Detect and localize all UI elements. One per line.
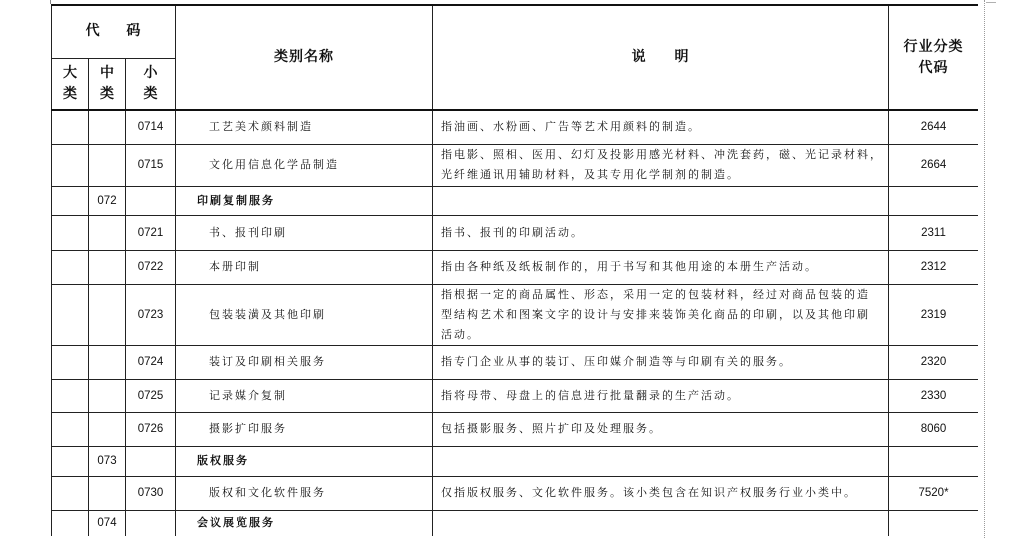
cell-description (433, 510, 889, 536)
cell-major (52, 144, 89, 186)
cell-industry-code: 2311 (889, 215, 978, 250)
group-row (52, 186, 979, 215)
crop-mark-right (986, 2, 996, 9)
page-margin-guide (984, 0, 985, 538)
cell-major (52, 186, 89, 215)
cell-major (52, 250, 89, 284)
cell-category-name: 包装装潢及其他印刷 (176, 284, 433, 345)
header-minor-label: 小类 (143, 64, 158, 102)
cell-medium (89, 476, 126, 510)
classification-table-sheet (51, 4, 978, 537)
cell-minor: 0725 (126, 379, 176, 412)
description-line: 活动。 (441, 327, 481, 341)
cell-description (433, 446, 889, 476)
cell-industry-code: 7520* (889, 476, 978, 510)
group-row (52, 446, 979, 476)
cell-minor: 0722 (126, 250, 176, 284)
description-line: 指由各种纸及纸板制作的，用于书写和其他用途的本册生产活动。 (441, 260, 819, 273)
cell-medium (89, 250, 126, 284)
cell-minor (126, 186, 176, 215)
cell-description (433, 144, 889, 186)
cell-description (433, 250, 889, 284)
cell-major (52, 412, 89, 446)
group-row (52, 510, 979, 536)
cell-description (433, 412, 889, 446)
cell-industry-code: 8060 (889, 412, 978, 446)
cell-minor: 0730 (126, 476, 176, 510)
cell-minor: 0714 (126, 110, 176, 144)
header-industry-code-line-2: 代码 (918, 59, 949, 76)
cell-medium (89, 379, 126, 412)
description-line: 包括摄影服务、照片扩印及处理服务。 (441, 422, 663, 435)
cell-industry-code: 2312 (889, 250, 978, 284)
cell-major (52, 215, 89, 250)
cell-minor: 0715 (126, 144, 176, 186)
cell-medium (89, 284, 126, 345)
cell-description (433, 110, 889, 144)
cell-medium (89, 412, 126, 446)
cell-description (433, 186, 889, 215)
cell-major (52, 379, 89, 412)
table-row (52, 144, 979, 186)
table-row (52, 284, 979, 345)
cell-minor: 0726 (126, 412, 176, 446)
header-row-1 (52, 5, 979, 58)
cell-industry-code (889, 446, 978, 476)
cell-industry-code: 2320 (889, 345, 978, 379)
description-line: 型结构艺术和图案文字的设计与安排来装饰美化商品的印刷，以及其他印刷 (441, 307, 871, 321)
cell-description (433, 284, 889, 345)
cell-industry-code (889, 186, 978, 215)
cell-description (433, 215, 889, 250)
description-line: 指将母带、母盘上的信息进行批量翻录的生产活动。 (441, 388, 741, 402)
table-row (52, 476, 979, 510)
cell-minor: 0723 (126, 284, 176, 345)
cell-medium (89, 215, 126, 250)
cell-industry-code: 2330 (889, 379, 978, 412)
cell-description (433, 345, 889, 379)
cell-medium: 074 (89, 510, 126, 536)
header-medium-label: 中类 (99, 64, 114, 102)
cell-major (52, 345, 89, 379)
table-row (52, 215, 979, 250)
description-line: 指根据一定的商品属性、形态，采用一定的包装材料，经过对商品包装的造 (441, 287, 871, 301)
header-code-group: 代 码 (52, 5, 176, 58)
cell-group-name: 会议展览服务 (176, 510, 433, 536)
cell-category-name: 本册印制 (176, 250, 433, 284)
cell-minor (126, 446, 176, 476)
cell-category-name: 文化用信息化学品制造 (176, 144, 433, 186)
table-row (52, 250, 979, 284)
header-industry-code (889, 5, 978, 110)
cell-category-name: 装订及印刷相关服务 (176, 345, 433, 379)
cell-major (52, 110, 89, 144)
cell-industry-code: 2319 (889, 284, 978, 345)
table-body (52, 110, 979, 536)
description-line: 指电影、照相、医用、幻灯及投影用感光材料、冲洗套药，磁、光记录材料， (441, 148, 884, 161)
cell-major (52, 510, 89, 536)
cell-major (52, 476, 89, 510)
header-major (52, 58, 89, 110)
description-line: 指书、报刊的印刷活动。 (441, 225, 585, 239)
classification-table (51, 4, 978, 536)
cell-major (52, 284, 89, 345)
cell-group-name: 版权服务 (176, 446, 433, 476)
cell-group-name: 印刷复制服务 (176, 186, 433, 215)
cell-category-name: 记录媒介复制 (176, 379, 433, 412)
description-line: 指油画、水粉画、广告等艺术用颜料的制造。 (441, 120, 702, 134)
description-line: 仅指版权服务、文化软件服务。该小类包含在知识产权服务行业小类中。 (441, 486, 858, 499)
cell-medium (89, 345, 126, 379)
cell-minor: 0724 (126, 345, 176, 379)
description-line: 指专门企业从事的装订、压印媒介制造等与印刷有关的服务。 (441, 355, 793, 368)
table-row (52, 412, 979, 446)
cell-medium (89, 144, 126, 186)
header-major-label: 大类 (62, 64, 77, 102)
cell-medium: 073 (89, 446, 126, 476)
cell-industry-code (889, 510, 978, 536)
header-category-name: 类别名称 (176, 5, 433, 110)
cell-medium (89, 110, 126, 144)
cell-category-name: 摄影扩印服务 (176, 412, 433, 446)
header-minor (126, 58, 176, 110)
cell-category-name: 版权和文化软件服务 (176, 476, 433, 510)
cell-description (433, 476, 889, 510)
table-row (52, 345, 979, 379)
header-description: 说 明 (433, 5, 889, 110)
cell-category-name: 工艺美术颜料制造 (176, 110, 433, 144)
cell-minor: 0721 (126, 215, 176, 250)
header-medium (89, 58, 126, 110)
table-row (52, 110, 979, 144)
header-industry-code-line-1: 行业分类 (903, 38, 964, 55)
cell-major (52, 446, 89, 476)
cell-category-name: 书、报刊印刷 (176, 215, 433, 250)
cell-industry-code: 2664 (889, 144, 978, 186)
table-row (52, 379, 979, 412)
description-line: 光纤维通讯用辅助材料，及其专用化学制剂的制造。 (441, 168, 741, 181)
cell-minor (126, 510, 176, 536)
cell-description (433, 379, 889, 412)
table-header (52, 5, 979, 110)
cell-medium: 072 (89, 186, 126, 215)
cell-industry-code: 2644 (889, 110, 978, 144)
